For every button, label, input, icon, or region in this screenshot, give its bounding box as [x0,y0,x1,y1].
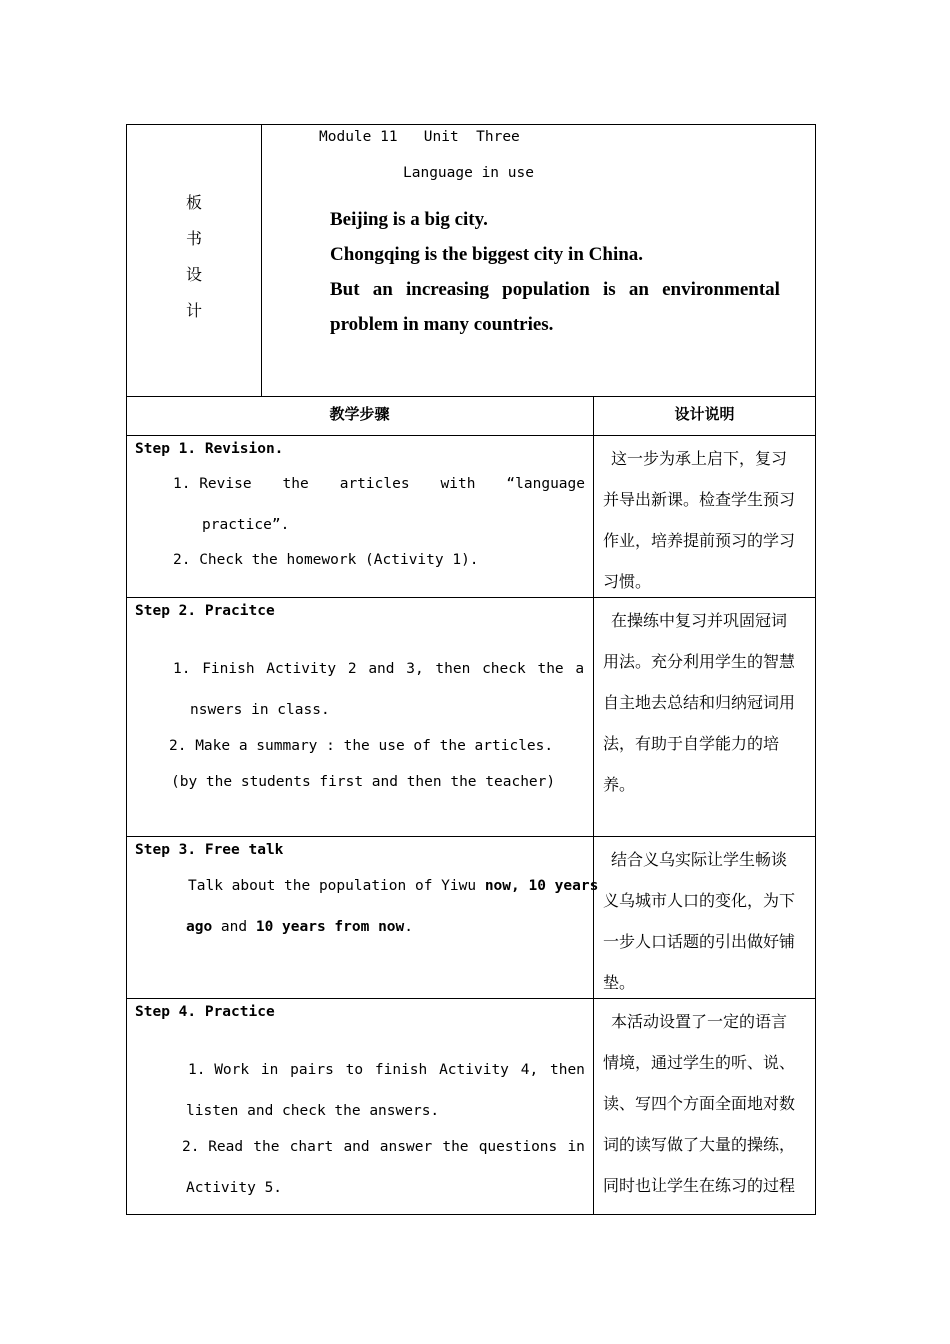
board-label-char: 板 [186,193,203,212]
column-divider [593,396,594,1215]
board-sentence: Beijing is a big city. [330,209,488,230]
word: environmental [662,279,780,300]
lesson-subtitle: Language in use [403,165,534,181]
word: in [260,1062,279,1078]
row-divider-header [126,396,816,397]
notes-column-header: 设计说明 [674,405,735,423]
note-line: 义乌城市人口的变化，为下 [603,891,796,910]
board-label-char: 设 [186,265,203,284]
text-bold: 10 years from now [255,919,405,935]
design-note [603,438,807,602]
word: chart [289,1139,334,1155]
note-line: 习惯。 [603,572,652,591]
word: an [372,279,393,300]
word: is [602,279,616,300]
step-item-continued: nswers in class. [190,702,330,718]
note-line: 在操练中复习并巩固冠词 [611,611,788,630]
board-label-char: 书 [186,229,203,248]
note-line: 结合义乌实际让学生畅谈 [611,850,788,869]
step-text [186,919,413,935]
note-line: 读、写四个方面全面地对数 [603,1094,796,1113]
row-divider-step3 [126,836,816,837]
step-item [173,476,585,492]
word: with [440,476,476,492]
step-item: (by the students first and then the teacher) [171,774,556,790]
text-plain: and [212,919,256,935]
step-title: Step 4. Practice [135,1004,275,1020]
word: then [549,1062,585,1078]
step-title: Step 2. Pracitce [135,603,275,619]
word: 1. Revise [173,476,252,492]
step-item: 1. Finish Activity 2 and 3, then check the a [173,661,585,677]
word: But [330,279,360,300]
text-bold: ago [186,919,213,935]
text-plain: . [404,919,413,935]
word: and [343,1139,370,1155]
note-line: 这一步为承上启下，复习 [611,449,788,468]
design-note [603,600,807,805]
board-sentence: Chongqing is the biggest city in China. [330,244,644,265]
table-border-bottom [126,1214,816,1215]
step-item: 2. Make a summary : the use of the articles. [169,738,554,754]
word: finish [374,1062,428,1078]
word: increasing [405,279,490,300]
note-line: 情境，通过学生的听、说、 [603,1053,796,1072]
steps-column-header: 教学步骤 [329,405,390,423]
word: articles [339,476,410,492]
note-line: 垫。 [603,973,636,992]
step-item [188,1062,585,1078]
design-note [603,1001,807,1206]
word: 4, [520,1062,539,1078]
word: the [253,1139,280,1155]
step-text [188,878,598,894]
note-line: 养。 [603,775,636,794]
word: answer [379,1139,433,1155]
word: 1. Work [188,1062,250,1078]
board-sentence: problem in many countries. [330,314,554,335]
board-divider [261,124,262,396]
step-title: Step 1. Revision. [135,441,284,457]
note-line: 自主地去总结和归纳冠词用 [603,693,796,712]
word: 2. Read [182,1139,244,1155]
text-bold: now, 10 years [484,878,599,894]
word: the [282,476,309,492]
board-label-char: 计 [186,301,203,320]
step-item-continued: Activity 5. [186,1180,283,1196]
word: the [442,1139,469,1155]
note-line: 法，有助于自学能力的培 [603,734,780,753]
word: Activity [439,1062,509,1078]
word: in [567,1139,585,1155]
note-line: 用法。充分利用学生的智慧 [603,652,796,671]
note-line: 作业，培养提前预习的学习 [603,531,796,550]
module-title: Module 11 Unit Three [319,129,520,145]
word: population [502,279,590,300]
note-line: 一步人口话题的引出做好铺 [603,932,796,951]
row-divider-step1 [126,435,816,436]
word: an [628,279,649,300]
table-border-right [815,124,816,1215]
note-line: 同时也让学生在练习的过程 [603,1176,796,1195]
step-title: Step 3. Free talk [135,842,284,858]
note-line: 词的读写做了大量的操练， [603,1135,796,1154]
word: “language [506,476,585,492]
word: pairs [290,1062,334,1078]
table-border-left [126,124,127,1215]
step-item: 2. Check the homework (Activity 1). [173,552,479,568]
note-line: 本活动设置了一定的语言 [611,1012,788,1031]
word: to [345,1062,364,1078]
step-item-continued: listen and check the answers. [186,1103,440,1119]
word: questions [478,1139,558,1155]
board-sentence-justified [330,279,780,301]
step-item [182,1139,585,1155]
design-note [603,839,807,1003]
text-plain: Talk about the population of Yiwu [188,878,485,894]
table-border-top [126,124,816,125]
step-item-continued: practice”. [202,517,290,533]
note-line: 并导出新课。检查学生预习 [603,490,796,509]
